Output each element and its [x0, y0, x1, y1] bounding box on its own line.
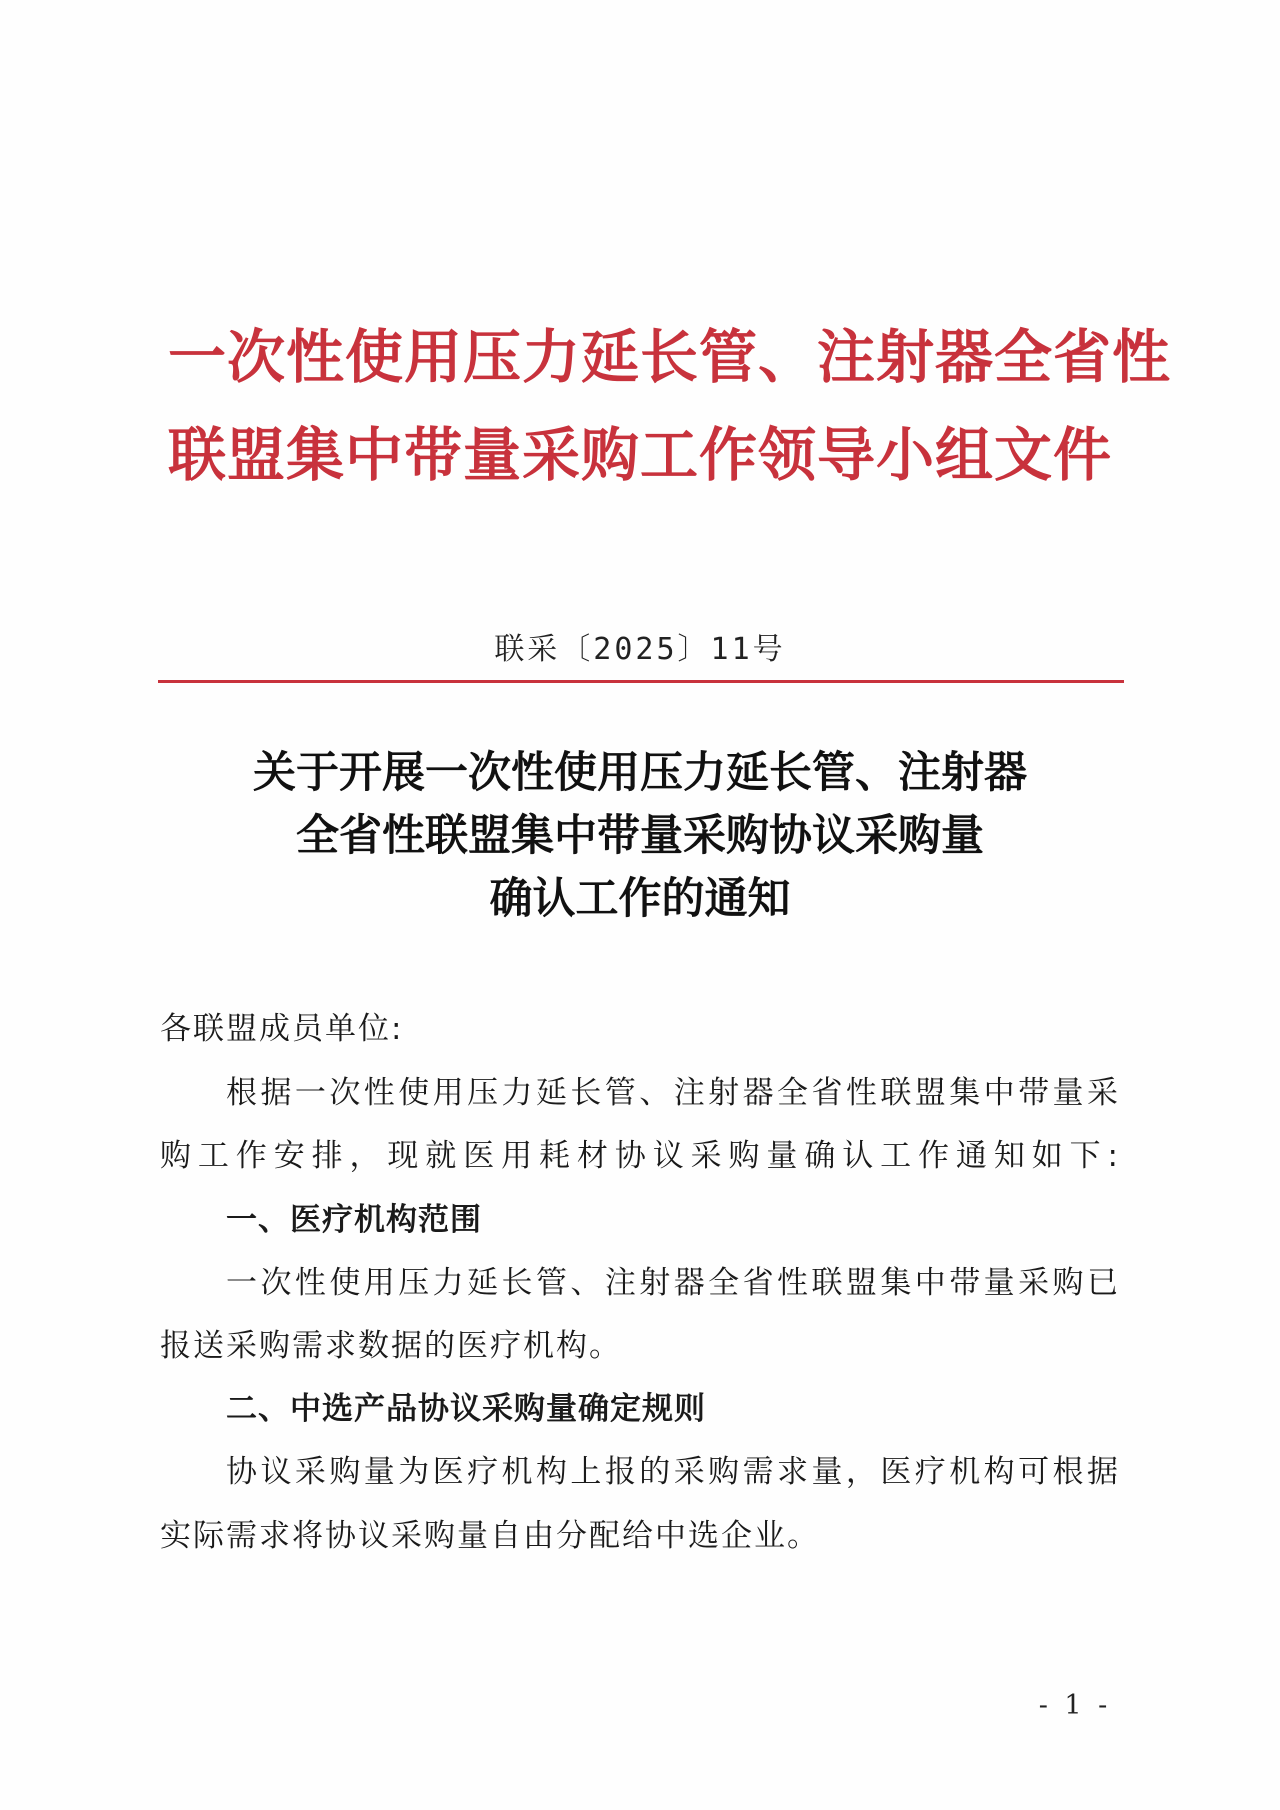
paragraph-2-line-1: 一次性使用压力延长管、注射器全省性联盟集中带量采购已 — [226, 1265, 1120, 1301]
salutation: 各联盟成员单位: — [160, 1011, 404, 1047]
paragraph-1-line-2: 购工作安排，现就医用耗材协议采购量确认工作通知如下: — [160, 1138, 1120, 1174]
notice-title-line-1: 关于开展一次性使用压力延长管、注射器 — [253, 748, 1027, 798]
red-divider-rule — [158, 680, 1124, 683]
document-number: 联采〔2025〕11号 — [494, 632, 786, 667]
paragraph-3-line-2: 实际需求将协议采购量自由分配给中选企业。 — [160, 1518, 820, 1554]
page-number: - 1 - — [1038, 1690, 1112, 1721]
section-1-heading: 一、医疗机构范围 — [226, 1202, 482, 1238]
notice-title-line-3: 确认工作的通知 — [489, 874, 791, 924]
paragraph-1-line-1: 根据一次性使用压力延长管、注射器全省性联盟集中带量采 — [226, 1075, 1120, 1111]
issuer-header-line-1: 一次性使用压力延长管、注射器全省性 — [168, 323, 1172, 391]
issuer-header-line-2: 联盟集中带量采购工作领导小组文件 — [168, 421, 1113, 489]
section-2-heading: 二、中选产品协议采购量确定规则 — [226, 1391, 706, 1427]
paragraph-2-line-2: 报送采购需求数据的医疗机构。 — [160, 1328, 622, 1364]
notice-title-line-2: 全省性联盟集中带量采购协议采购量 — [296, 811, 984, 861]
paragraph-3-line-1: 协议采购量为医疗机构上报的采购需求量，医疗机构可根据 — [226, 1454, 1120, 1490]
